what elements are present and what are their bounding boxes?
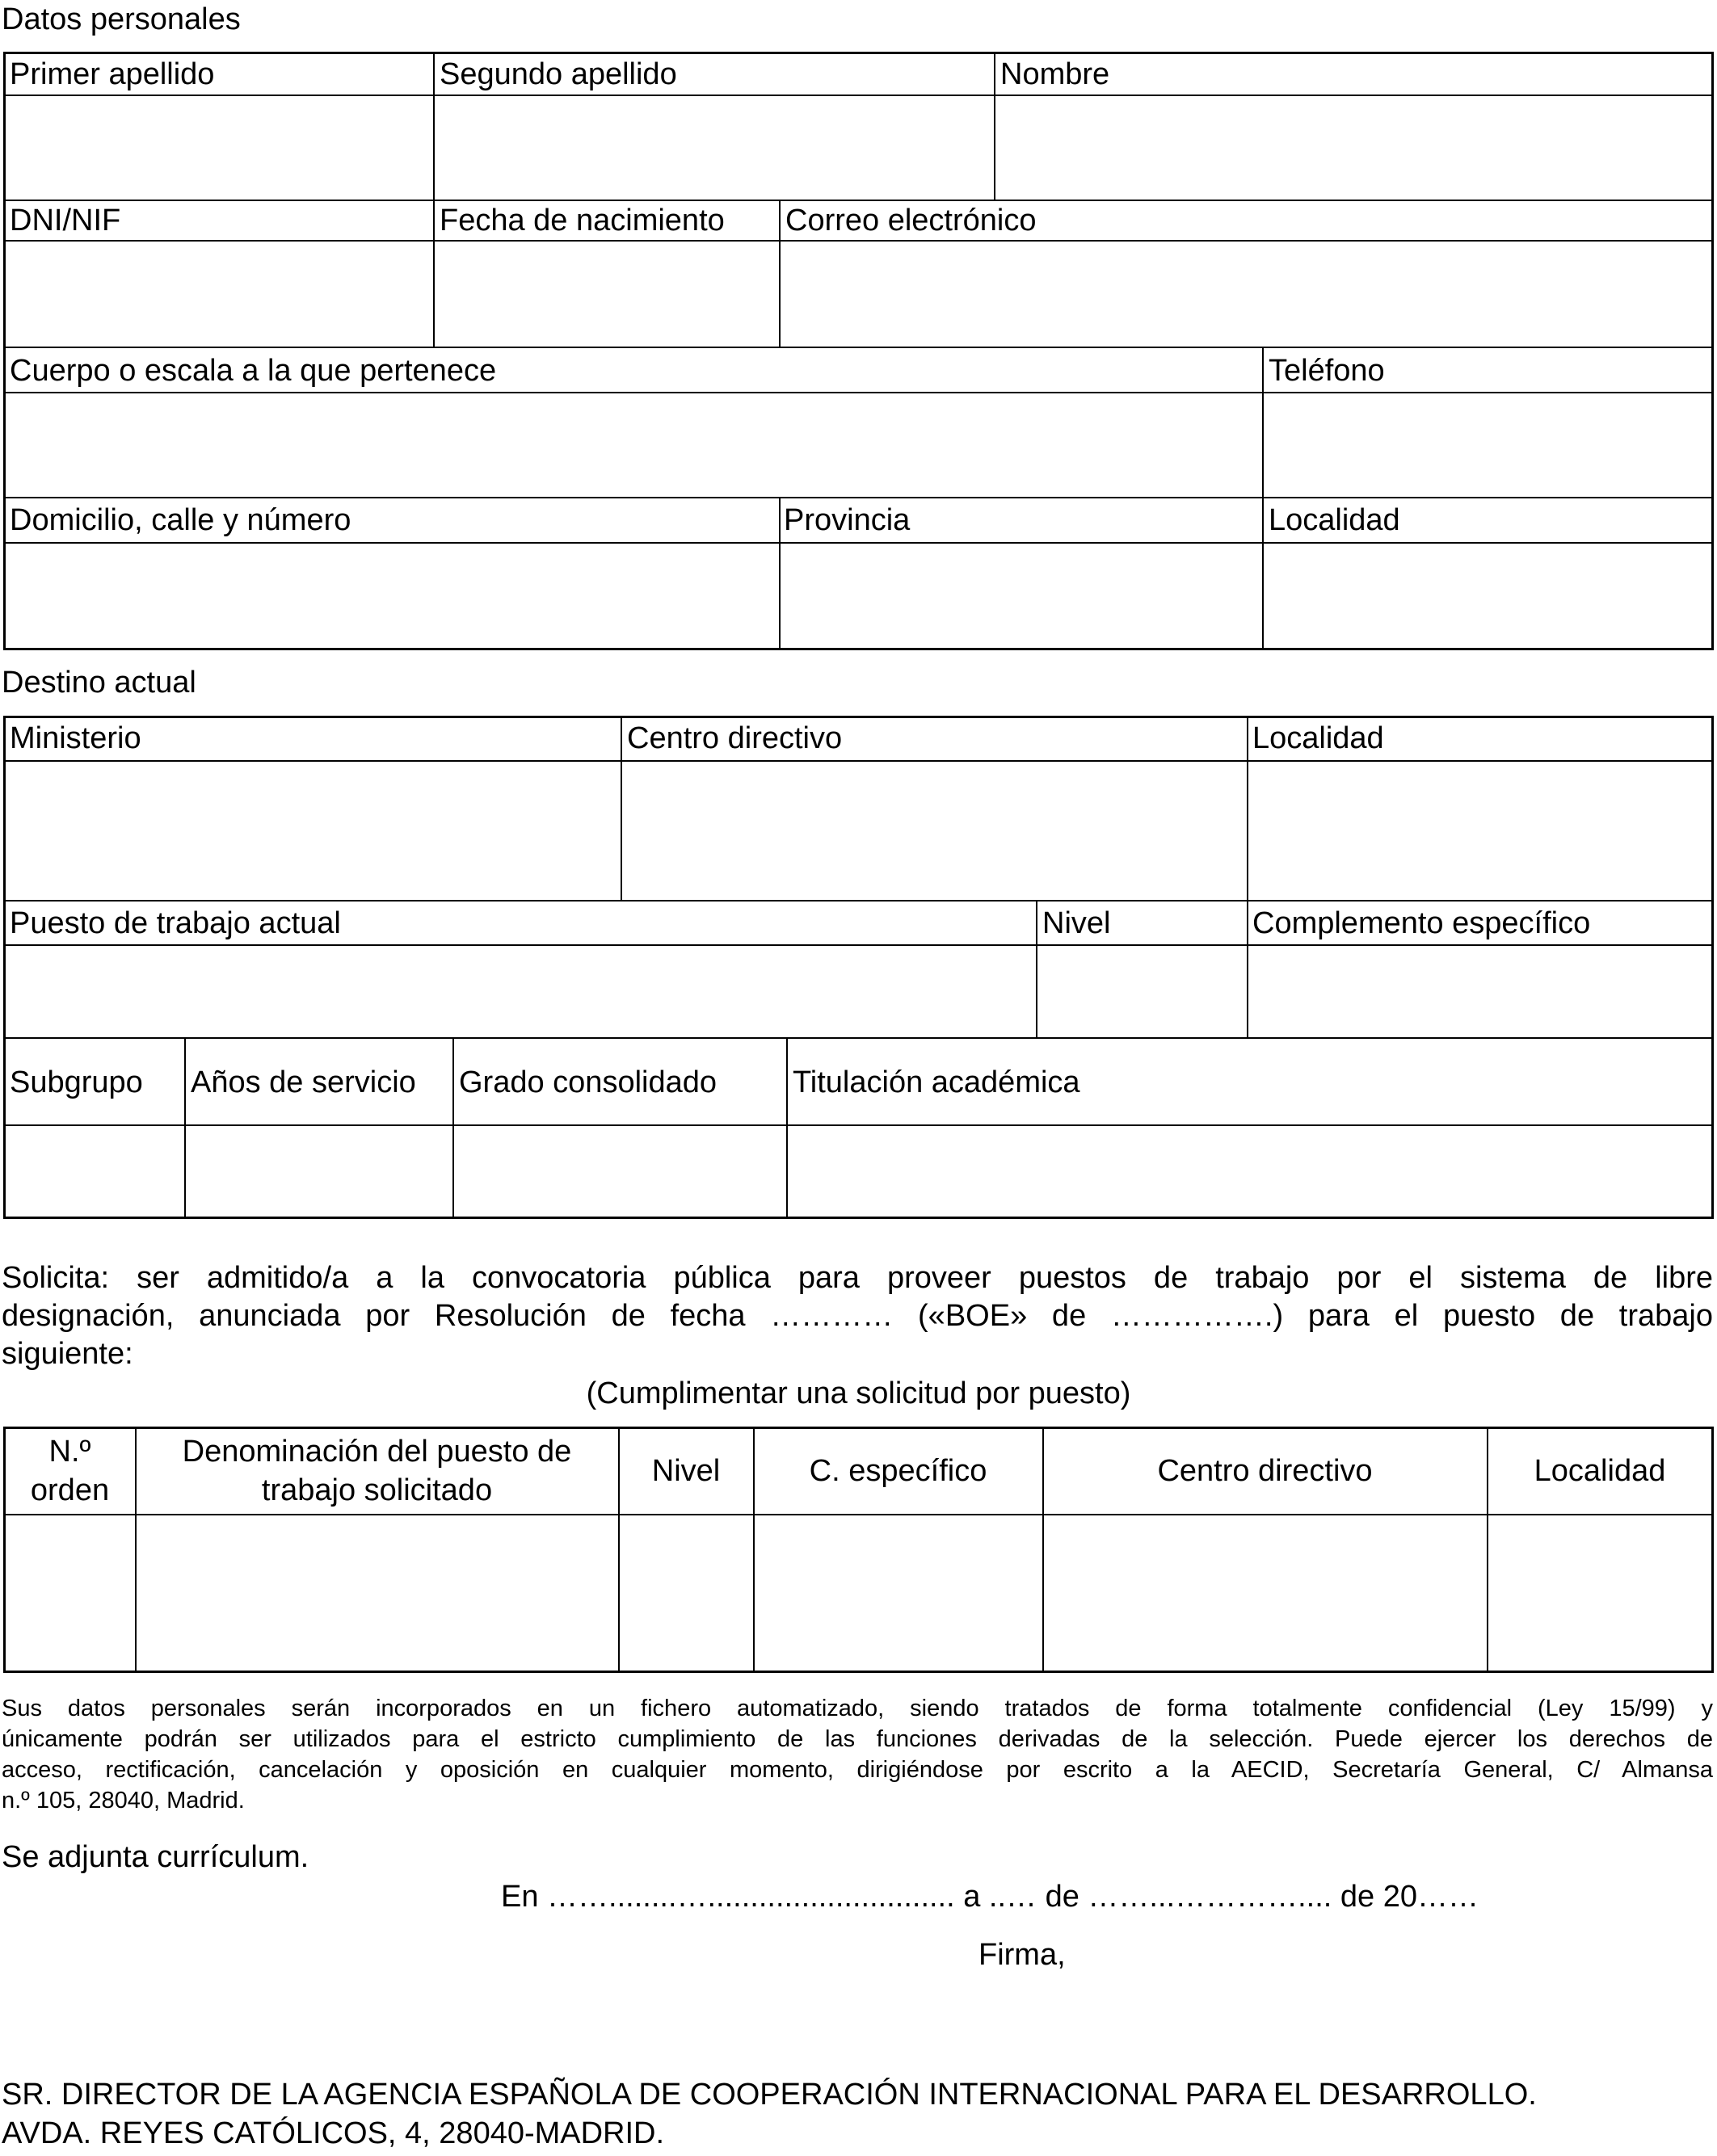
rule — [452, 1037, 454, 1219]
rule — [3, 760, 1714, 762]
privacy-line-1: Sus datos personales serán incorporados en un fichero automatizado, siendo tratados de forma totalmente confidencial (Ley 15/99) y — [2, 1696, 1713, 1721]
th-especifico-text: C. específico — [809, 1454, 987, 1488]
input-puesto-actual[interactable] — [6, 947, 1035, 1036]
input-subgrupo[interactable] — [6, 1127, 183, 1217]
input-centro-directivo[interactable] — [623, 763, 1246, 899]
label-grado: Grado consolidado — [459, 1065, 717, 1099]
input-primer-apellido[interactable] — [6, 97, 432, 199]
input-centro-solicitado[interactable] — [1045, 1516, 1486, 1671]
label-primer-apellido: Primer apellido — [10, 57, 215, 91]
rule — [779, 497, 781, 650]
label-nombre: Nombre — [1000, 57, 1110, 91]
label-titulacion: Titulación académica — [793, 1065, 1080, 1099]
rule — [3, 392, 1714, 393]
rule — [621, 716, 622, 900]
firma-label: Firma, — [978, 1938, 1066, 1972]
rule — [1247, 716, 1248, 900]
label-puesto-actual: Puesto de trabajo actual — [10, 906, 341, 940]
input-dni[interactable] — [6, 242, 432, 346]
input-complemento[interactable] — [1249, 947, 1711, 1036]
th-denominacion — [137, 1429, 617, 1513]
rule — [3, 944, 1714, 946]
rule — [3, 240, 1714, 242]
rule — [3, 1514, 1714, 1515]
rule — [3, 542, 1714, 544]
label-cuerpo: Cuerpo o escala a la que pertenece — [10, 354, 497, 388]
privacy-line-2: únicamente podrán ser utilizados para el estricto cumplimiento de las funciones derivadas de la selección. Puede ejercer los derechos de — [2, 1726, 1713, 1752]
input-localidad[interactable] — [1265, 544, 1711, 648]
label-fecha-nacimiento: Fecha de nacimiento — [440, 204, 725, 237]
rule — [994, 52, 995, 200]
th-centro — [1044, 1429, 1486, 1513]
label-nivel-actual: Nivel — [1042, 906, 1111, 940]
input-orden[interactable] — [6, 1516, 134, 1671]
input-localidad-destino[interactable] — [1249, 763, 1711, 899]
th-nivel — [620, 1429, 752, 1513]
solicita-note: (Cumplimentar una solicitud por puesto) — [586, 1376, 1131, 1410]
input-segundo-apellido[interactable] — [436, 97, 993, 199]
rule — [3, 900, 1714, 901]
label-centro-directivo: Centro directivo — [627, 721, 843, 755]
input-nivel-solicitado[interactable] — [621, 1516, 752, 1671]
input-ministerio[interactable] — [6, 763, 620, 899]
rule — [3, 1124, 1714, 1126]
rule — [1262, 347, 1264, 497]
rule — [779, 200, 781, 347]
label-subgrupo: Subgrupo — [10, 1065, 143, 1099]
input-provincia[interactable] — [781, 544, 1261, 648]
privacy-line-4: n.º 105, 28040, Madrid. — [2, 1788, 245, 1813]
curriculum-note: Se adjunta currículum. — [2, 1840, 309, 1874]
rule — [433, 200, 435, 347]
rule — [1247, 900, 1248, 1037]
section-title-destino-actual: Destino actual — [2, 666, 196, 700]
input-nivel-actual[interactable] — [1038, 947, 1246, 1036]
rule — [1262, 497, 1264, 650]
input-telefono[interactable] — [1265, 394, 1711, 496]
rule — [3, 347, 1714, 348]
input-grado[interactable] — [455, 1127, 785, 1217]
input-correo[interactable] — [781, 242, 1711, 346]
input-especifico[interactable] — [755, 1516, 1042, 1671]
label-localidad: Localidad — [1269, 503, 1400, 537]
th-especifico — [755, 1429, 1042, 1513]
label-segundo-apellido: Segundo apellido — [440, 57, 677, 91]
solicita-line-2: designación, anunciada por Resolución de fecha ………… («BOE» de …………….) para el puesto de trabajo — [2, 1299, 1713, 1333]
label-dni: DNI/NIF — [10, 204, 121, 237]
input-domicilio[interactable] — [6, 544, 778, 648]
label-localidad-destino: Localidad — [1252, 721, 1384, 755]
th-localidad — [1488, 1429, 1711, 1513]
input-titulacion[interactable] — [789, 1127, 1711, 1217]
section-title-datos-personales: Datos personales — [2, 2, 241, 36]
rule — [1036, 900, 1037, 1037]
th-denominacion-text: Denominación del puesto de trabajo solicitado — [182, 1435, 572, 1507]
label-correo: Correo electrónico — [785, 204, 1037, 237]
label-provincia: Provincia — [784, 503, 911, 537]
solicita-line-1: Solicita: ser admitido/a a la convocatoria pública para proveer puestos de trabajo por el sistema de libre — [2, 1261, 1713, 1295]
input-nombre[interactable] — [996, 97, 1711, 199]
input-cuerpo[interactable] — [6, 394, 1261, 496]
rule — [433, 52, 435, 200]
signature-area[interactable] — [808, 1971, 1374, 2068]
rule — [3, 95, 1714, 96]
input-anos-servicio[interactable] — [187, 1127, 452, 1217]
input-denominacion[interactable] — [137, 1516, 617, 1671]
rule — [3, 497, 1714, 498]
privacy-line-3: acceso, rectificación, cancelación y oposición en cualquier momento, dirigiéndose por escrito a la AECID, Secretaría General, C/ Almansa — [2, 1757, 1713, 1783]
rule — [3, 1037, 1714, 1039]
th-nivel-text: Nivel — [651, 1454, 721, 1488]
label-complemento: Complemento específico — [1252, 906, 1591, 940]
th-centro-text: Centro directivo — [1157, 1454, 1373, 1488]
rule — [3, 200, 1714, 201]
addressee-line-2: AVDA. REYES CATÓLICOS, 4, 28040-MADRID. — [2, 2116, 665, 2150]
label-telefono: Teléfono — [1269, 354, 1385, 388]
rule — [184, 1037, 186, 1219]
solicita-line-3: siguiente: — [2, 1337, 133, 1371]
place-date-line: En ……........…............................. a ..… de ……...………….... de 20…… — [501, 1880, 1479, 1914]
addressee-line-1: SR. DIRECTOR DE LA AGENCIA ESPAÑOLA DE COOPERACIÓN INTERNACIONAL PARA EL DESARROLLO. — [2, 2078, 1537, 2112]
rule — [786, 1037, 788, 1219]
th-orden — [6, 1429, 134, 1513]
input-fecha-nacimiento[interactable] — [436, 242, 778, 346]
th-orden-text: N.º orden — [30, 1435, 110, 1507]
label-domicilio: Domicilio, calle y número — [10, 503, 351, 537]
input-localidad-solicitada[interactable] — [1489, 1516, 1711, 1671]
th-localidad-text: Localidad — [1534, 1454, 1666, 1488]
label-ministerio: Ministerio — [10, 721, 141, 755]
label-anos-servicio: Años de servicio — [191, 1065, 416, 1099]
